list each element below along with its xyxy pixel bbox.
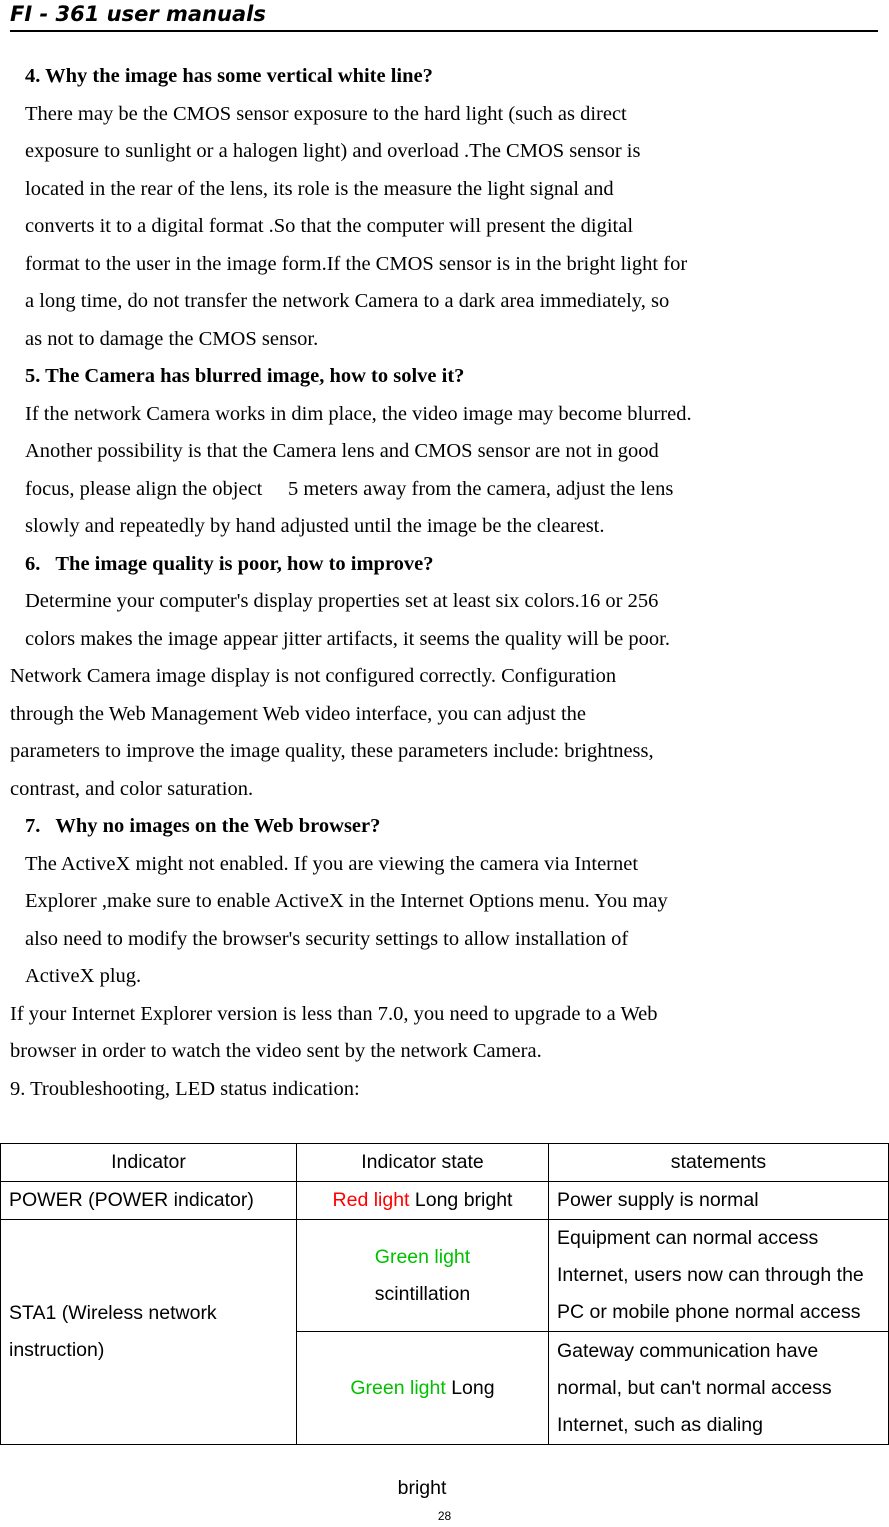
page-number: 28 xyxy=(437,1509,452,1523)
statement-cell: Gateway communication have normal, but can't normal access Internet, such as dialing xyxy=(549,1332,889,1445)
column-header-indicator-state: Indicator state xyxy=(297,1144,549,1182)
indicator-state-cell xyxy=(297,1220,549,1332)
body-line: If your Internet Explorer version is less than 7.0, you need to upgrade to a Web xyxy=(10,1002,658,1025)
state-color-label: Green light xyxy=(350,1376,446,1399)
body-line: as not to damage the CMOS sensor. xyxy=(25,327,319,350)
state-color-label: Red light xyxy=(332,1189,410,1211)
body-line: focus, please align the object 5 meters away from the camera, adjust the lens xyxy=(25,477,674,500)
section-q5 xyxy=(0,358,889,546)
manual-title: FI - 361 user manuals xyxy=(10,2,266,26)
section-q7 xyxy=(0,808,889,1108)
body-line: also need to modify the browser's security settings to allow installation of xyxy=(25,927,629,950)
indicator-state-cell xyxy=(297,1182,549,1220)
table-row xyxy=(1,1182,889,1220)
body-line: colors makes the image appear jitter artifacts, it seems the quality will be poor. xyxy=(25,627,670,650)
section-heading: 7. Why no images on the Web browser? xyxy=(25,815,381,837)
section-heading: 6. The image quality is poor, how to improve? xyxy=(25,552,434,575)
body-line: Network Camera image display is not configured correctly. Configuration xyxy=(10,665,617,687)
body-line: There may be the CMOS sensor exposure to the hard light (such as direct xyxy=(25,102,627,125)
section-heading: 4. Why the image has some vertical white line? xyxy=(25,65,433,87)
state-detail: scintillation xyxy=(374,1282,471,1305)
document-body xyxy=(0,58,889,1108)
body-line: ActiveX plug. xyxy=(25,965,142,987)
body-line: exposure to sunlight or a halogen light) and overload .The CMOS sensor is xyxy=(25,140,641,162)
body-line: parameters to improve the image quality, these parameters include: brightness, xyxy=(10,740,654,762)
body-line: browser in order to watch the video sent by the network Camera. xyxy=(10,1040,542,1062)
statement-cell: Power supply is normal xyxy=(549,1182,889,1220)
troubleshooting-heading: 9. Troubleshooting, LED status indication: xyxy=(10,1077,360,1100)
column-header-statements: statements xyxy=(549,1144,889,1182)
indicator-state-cell xyxy=(297,1332,549,1445)
indicator-cell: POWER (POWER indicator) xyxy=(1,1182,297,1220)
body-line: Another possibility is that the Camera lens and CMOS sensor are not in good xyxy=(25,440,659,462)
state-detail: Long xyxy=(445,1376,495,1399)
body-line: a long time, do not transfer the network Camera to a dark area immediately, so xyxy=(25,290,670,312)
table-header-row xyxy=(1,1144,889,1182)
body-line: converts it to a digital format .So that the computer will present the digital xyxy=(25,215,634,237)
body-line: Explorer ,make sure to enable ActiveX in the Internet Options menu. You may xyxy=(25,890,668,912)
page-header xyxy=(10,0,878,32)
body-line: located in the rear of the lens, its role is the measure the light signal and xyxy=(25,177,614,200)
body-line: through the Web Management Web video interface, you can adjust the xyxy=(10,702,587,725)
column-header-indicator: Indicator xyxy=(1,1144,297,1182)
table-row xyxy=(1,1220,889,1332)
section-heading: 5. The Camera has blurred image, how to solve it? xyxy=(25,365,465,387)
section-q4 xyxy=(0,58,889,358)
body-line: If the network Camera works in dim place, the video image may become blurred. xyxy=(25,402,692,425)
section-q6 xyxy=(0,546,889,809)
state-color-label: Green light xyxy=(374,1245,471,1268)
body-line: contrast, and color saturation. xyxy=(10,777,254,800)
indicator-cell: STA1 (Wireless network instruction) xyxy=(1,1220,297,1445)
body-line: slowly and repeatedly by hand adjusted until the image be the clearest. xyxy=(25,515,605,537)
state-overflow-text: bright xyxy=(397,1477,447,1499)
body-line: The ActiveX might not enabled. If you are viewing the camera via Internet xyxy=(25,852,639,875)
body-line: format to the user in the image form.If the CMOS sensor is in the bright light for xyxy=(25,252,688,275)
state-detail: Long bright xyxy=(409,1189,513,1211)
statement-cell: Equipment can normal access Internet, users now can through the PC or mobile phone normal access xyxy=(549,1220,889,1332)
led-status-table xyxy=(0,1143,889,1445)
body-line: Determine your computer's display properties set at least six colors.16 or 256 xyxy=(25,590,659,612)
